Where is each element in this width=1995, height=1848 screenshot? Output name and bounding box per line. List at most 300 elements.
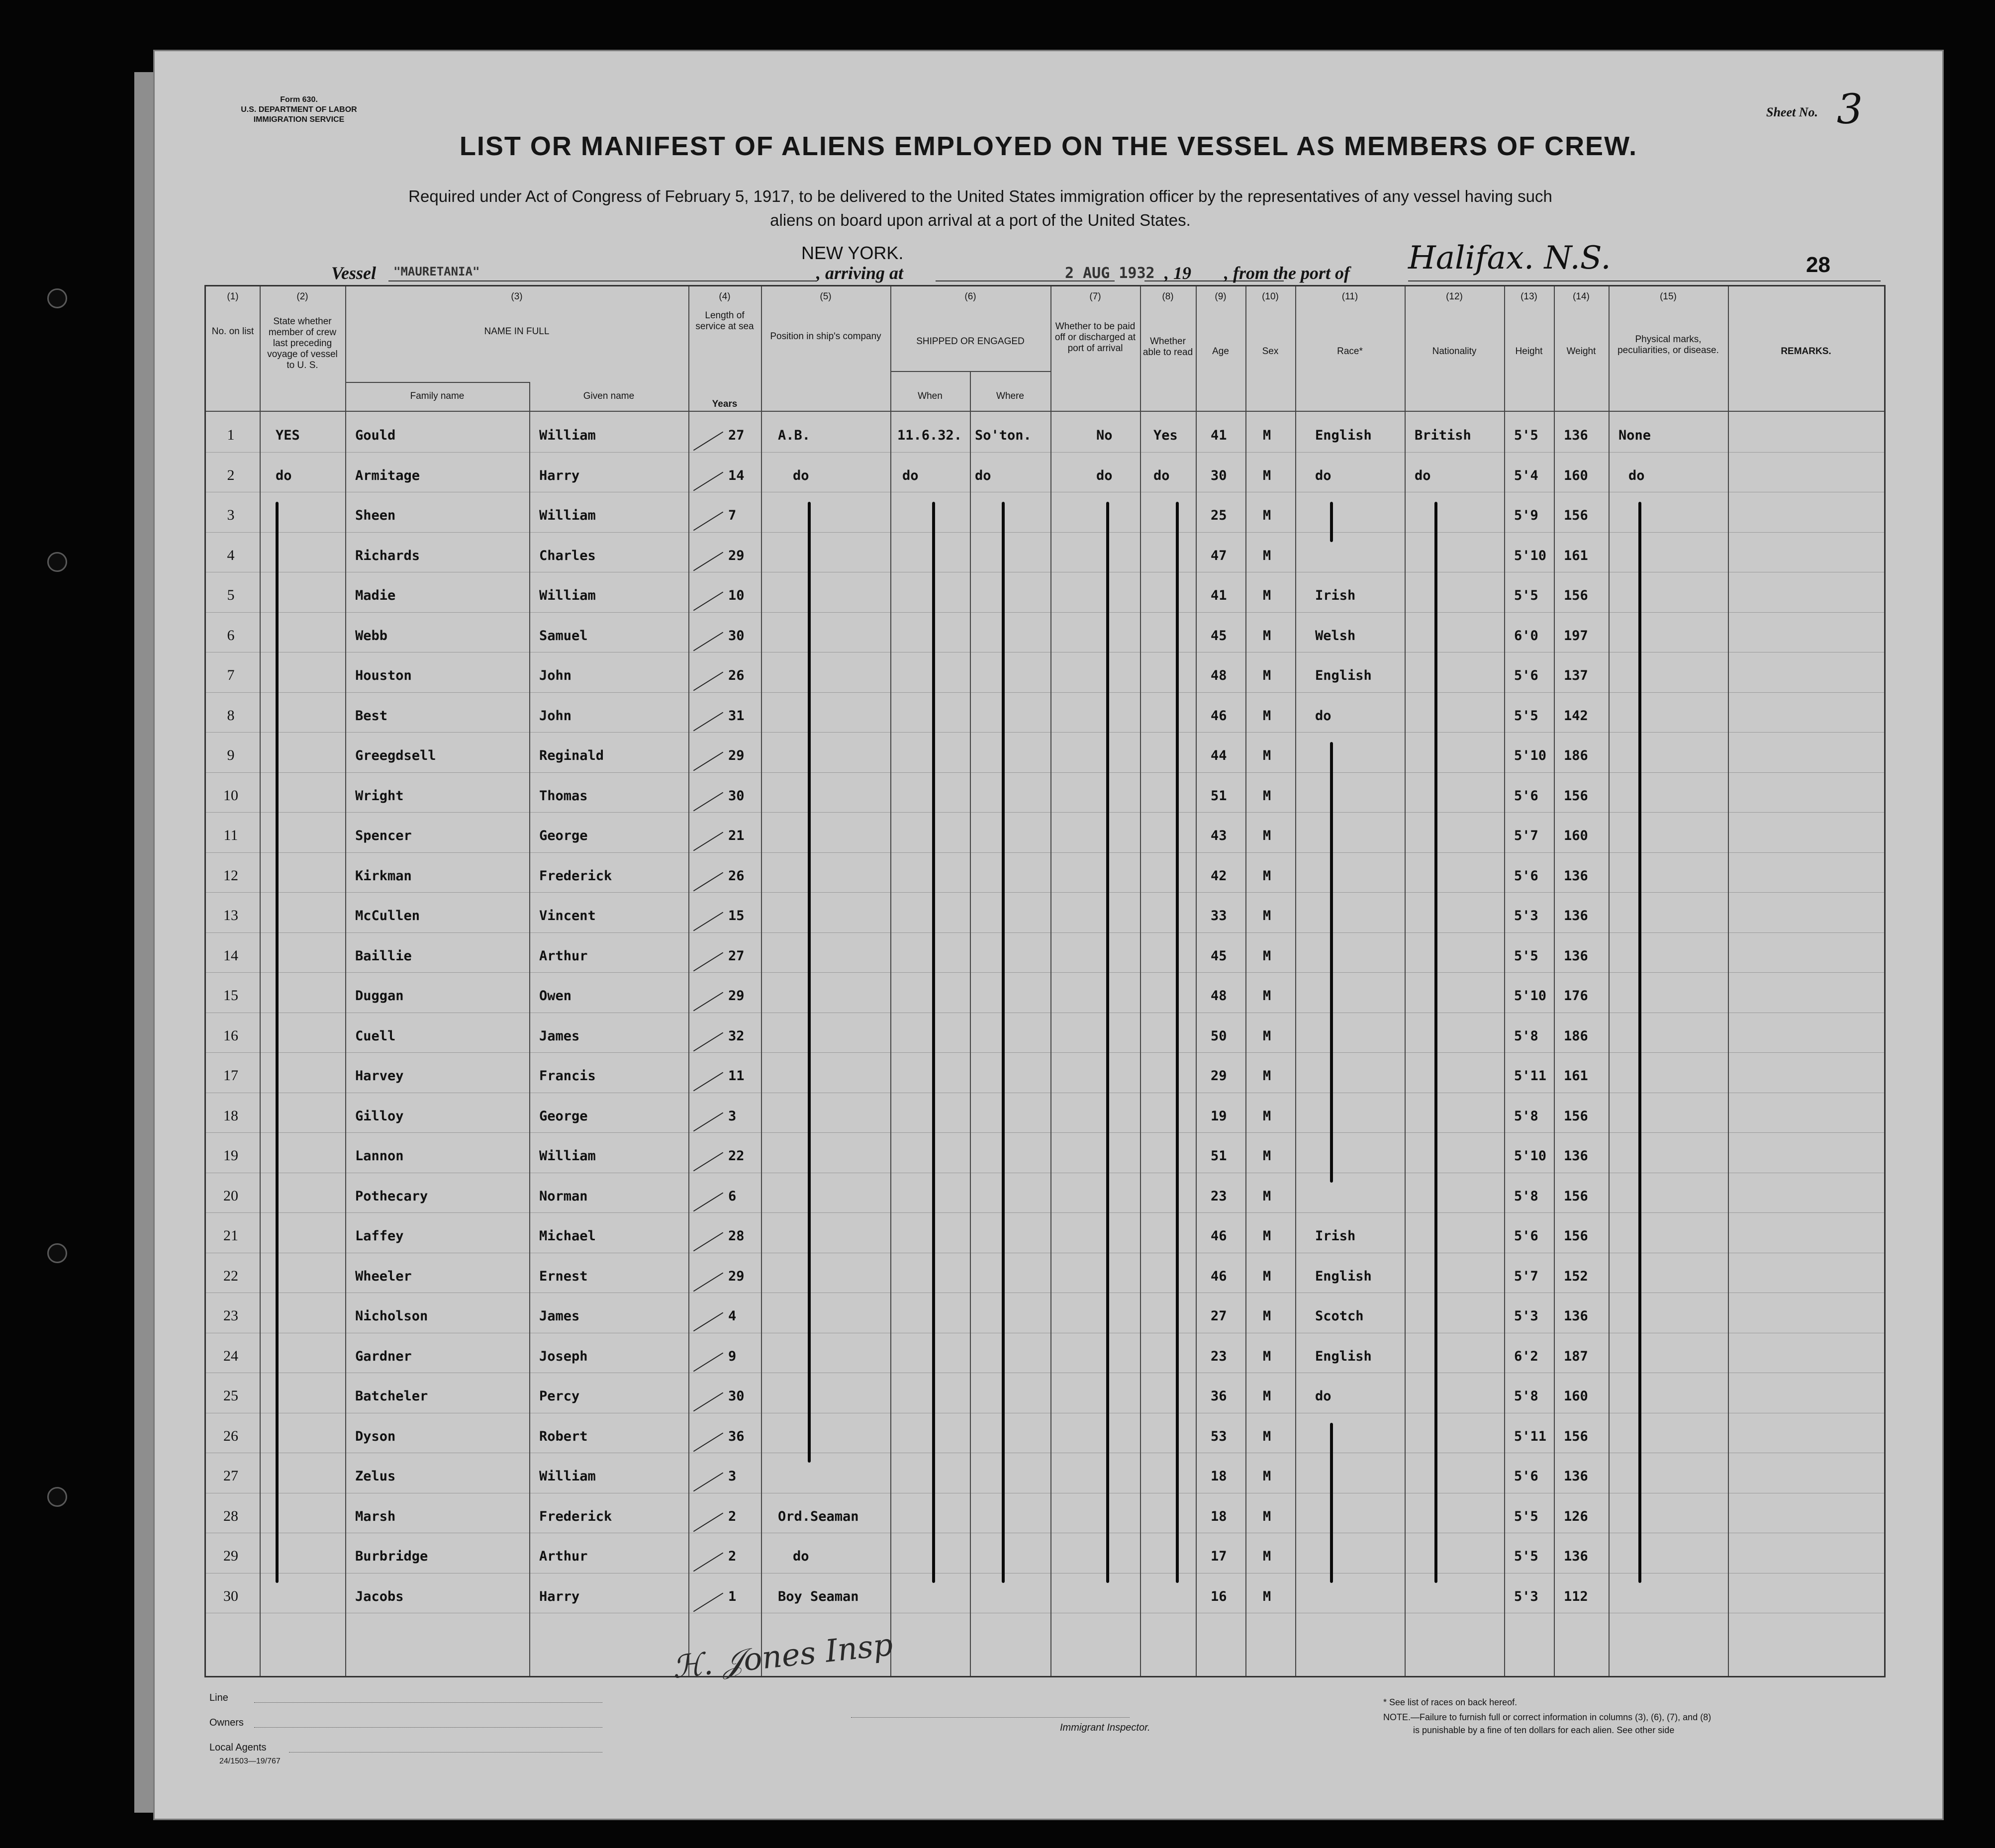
height-cell: 6'0 (1514, 628, 1538, 644)
form-header (199, 95, 398, 125)
race-cell: do (1315, 467, 1331, 483)
family-name-cell: Duggan (355, 988, 404, 1004)
years-cell: 32 (728, 1028, 745, 1044)
row-number: 20 (223, 1187, 238, 1204)
height-cell: 5'6 (1514, 1228, 1538, 1244)
ditto-slash (693, 1192, 723, 1211)
weight-cell: 156 (1564, 588, 1588, 603)
years-cell: 9 (728, 1348, 737, 1364)
sex-cell: M (1263, 948, 1271, 964)
row-rule (206, 1052, 1884, 1053)
family-name-cell: Dyson (355, 1428, 396, 1444)
year-label: , 19 (1164, 263, 1191, 283)
column-rule (1728, 286, 1729, 1676)
family-name-cell: Burbridge (355, 1549, 428, 1564)
column-rule (1140, 286, 1141, 1676)
race-cell: Scotch (1315, 1308, 1364, 1324)
years-cell: 26 (728, 868, 745, 884)
row-number: 11 (223, 827, 238, 843)
race-cell: English (1315, 1348, 1372, 1364)
col8-label: Whether able to read (1142, 336, 1193, 358)
row-number: 10 (223, 787, 238, 804)
given-name-cell: Thomas (539, 788, 588, 804)
height-cell: 5'5 (1514, 588, 1538, 603)
col3-num: (3) (511, 291, 523, 302)
family-name-cell: Cuell (355, 1028, 396, 1044)
footer-line-label: Line (209, 1692, 228, 1703)
from-port-label: , from the port of (1224, 263, 1350, 283)
sex-cell: M (1263, 628, 1271, 644)
age-cell: 23 (1211, 1188, 1227, 1204)
col3b-label: Given name (583, 391, 635, 401)
age-cell: 46 (1211, 1268, 1227, 1284)
years-cell: 36 (728, 1428, 745, 1444)
department: U.S. DEPARTMENT OF LABOR (241, 105, 357, 114)
ditto-slash (693, 832, 723, 851)
row-number: 3 (227, 507, 235, 523)
penalty-note-2: is punishable by a fine of ten dollars for each alien. See other side (1413, 1725, 1675, 1735)
form-code: 24/1503—19/767 (219, 1757, 281, 1765)
ditto-slash (693, 471, 723, 491)
given-name-cell: Arthur (539, 1549, 588, 1564)
years-cell: 31 (728, 708, 745, 724)
family-name-cell: Batcheler (355, 1388, 428, 1404)
age-cell: 33 (1211, 908, 1227, 924)
column-rule (1196, 286, 1197, 1676)
age-cell: 47 (1211, 548, 1227, 563)
ditto-slash (693, 1592, 723, 1612)
height-cell: 5'6 (1514, 1469, 1538, 1484)
ditto-slash (693, 1272, 723, 1292)
vessel-name: "MAURETANIA" (393, 265, 480, 278)
years-cell: 6 (728, 1188, 737, 1204)
col12-label: Nationality (1432, 346, 1477, 357)
family-name-cell: Lannon (355, 1148, 404, 1164)
ditto-slash (693, 552, 723, 571)
column-rule (1405, 286, 1406, 1676)
binder-hole (47, 288, 67, 308)
sex-cell: M (1263, 988, 1271, 1004)
age-cell: 41 (1211, 588, 1227, 603)
ditto-slash (693, 712, 723, 731)
age-cell: 18 (1211, 1508, 1227, 1524)
sex-cell: M (1263, 1428, 1271, 1444)
race-cell: English (1315, 428, 1372, 443)
age-cell: 41 (1211, 428, 1227, 443)
binder-hole (47, 1487, 67, 1507)
column-rule (1295, 286, 1296, 1676)
weight-cell: 160 (1564, 828, 1588, 843)
footer-owners-label: Owners (209, 1717, 244, 1728)
prev-cell: do (276, 467, 292, 483)
age-cell: 18 (1211, 1469, 1227, 1484)
given-name-cell: George (539, 1108, 588, 1124)
vessel-label: Vessel (331, 263, 376, 283)
column-rule (345, 286, 346, 1676)
page-subtitle (294, 185, 1667, 232)
weight-cell: 156 (1564, 788, 1588, 804)
weight-cell: 156 (1564, 1188, 1588, 1204)
years-cell: 29 (728, 748, 745, 763)
family-name-cell: Nicholson (355, 1308, 428, 1324)
sex-cell: M (1263, 1068, 1271, 1084)
col2-num: (2) (296, 291, 308, 302)
weight-cell: 156 (1564, 508, 1588, 523)
age-cell: 45 (1211, 948, 1227, 964)
age-cell: 48 (1211, 668, 1227, 683)
ditto-line (1330, 502, 1333, 542)
ditto-slash (693, 1032, 723, 1051)
given-name-cell: Reginald (539, 748, 604, 763)
row-rule (206, 852, 1884, 853)
sex-cell: M (1263, 908, 1271, 924)
ditto-slash (693, 592, 723, 611)
ditto-line (1330, 1423, 1333, 1583)
years-cell: 14 (728, 467, 745, 483)
ditto-slash (693, 1072, 723, 1092)
height-cell: 5'3 (1514, 1588, 1538, 1604)
sex-cell: M (1263, 548, 1271, 563)
given-name-cell: Frederick (539, 1508, 612, 1524)
col3a-label: Family name (410, 391, 465, 401)
page-title: LIST OR MANIFEST OF ALIENS EMPLOYED ON THE VESSEL AS MEMBERS OF CREW. (459, 131, 1638, 161)
age-cell: 50 (1211, 1028, 1227, 1044)
col6a-label: When (918, 391, 943, 401)
from-port: Halifax. N.S. (1408, 240, 1611, 277)
family-name-cell: McCullen (355, 908, 420, 924)
row-number: 19 (223, 1147, 238, 1164)
sex-cell: M (1263, 428, 1271, 443)
years-cell: 3 (728, 1108, 737, 1124)
height-cell: 5'7 (1514, 1268, 1538, 1284)
race-cell: Irish (1315, 1228, 1356, 1244)
years-cell: 21 (728, 828, 745, 843)
row-rule (206, 532, 1884, 533)
nationality-cell: do (1415, 467, 1431, 483)
sex-cell: M (1263, 508, 1271, 523)
col12-num: (12) (1446, 291, 1463, 302)
crew-table (204, 285, 1886, 1677)
ditto-slash (693, 952, 723, 971)
age-cell: 23 (1211, 1348, 1227, 1364)
sex-cell: M (1263, 1469, 1271, 1484)
remarks-label: REMARKS. (1781, 346, 1831, 357)
weight-cell: 186 (1564, 1028, 1588, 1044)
position-cell: Ord.Seaman (778, 1508, 859, 1524)
sex-cell: M (1263, 1268, 1271, 1284)
column-rule (529, 382, 530, 1676)
nationality-cell: British (1415, 428, 1471, 443)
prev-cell: YES (276, 428, 300, 443)
col6b-label: Where (996, 391, 1024, 401)
given-name-cell: Frederick (539, 868, 612, 884)
height-cell: 5'5 (1514, 428, 1538, 443)
age-cell: 29 (1211, 1068, 1227, 1084)
family-name-cell: Jacobs (355, 1588, 404, 1604)
height-cell: 5'11 (1514, 1068, 1547, 1084)
penalty-note-1: NOTE.—Failure to furnish full or correct information in columns (3), (6), (7), and (8) (1383, 1712, 1711, 1722)
years-cell: 2 (728, 1508, 737, 1524)
sex-cell: M (1263, 868, 1271, 884)
row-number: 16 (223, 1027, 238, 1044)
ditto-slash (693, 1152, 723, 1172)
family-name-cell: Gould (355, 428, 396, 443)
col14-label: Weight (1566, 346, 1596, 357)
family-name-cell: Kirkman (355, 868, 412, 884)
row-number: 7 (227, 667, 235, 683)
row-number: 28 (223, 1507, 238, 1524)
sex-cell: M (1263, 1348, 1271, 1364)
weight-cell: 152 (1564, 1268, 1588, 1284)
ditto-slash (693, 632, 723, 651)
given-name-cell: John (539, 708, 572, 724)
col10-label: Sex (1262, 346, 1279, 357)
years-cell: 27 (728, 948, 745, 964)
ditto-slash (693, 1432, 723, 1452)
height-cell: 5'5 (1514, 708, 1538, 724)
given-name-cell: Robert (539, 1428, 588, 1444)
given-name-cell: Michael (539, 1228, 596, 1244)
years-cell: 7 (728, 508, 737, 523)
sex-cell: M (1263, 668, 1271, 683)
row-number: 6 (227, 627, 235, 644)
years-cell: 29 (728, 1268, 745, 1284)
age-cell: 25 (1211, 508, 1227, 523)
col5-num: (5) (820, 291, 832, 302)
ditto-slash (693, 512, 723, 531)
given-name-cell: George (539, 828, 588, 843)
age-cell: 36 (1211, 1388, 1227, 1404)
sex-cell: M (1263, 1188, 1271, 1204)
age-cell: 45 (1211, 628, 1227, 644)
col4-unit: Years (712, 399, 738, 409)
sex-cell: M (1263, 828, 1271, 843)
height-cell: 6'2 (1514, 1348, 1538, 1364)
row-number: 15 (223, 987, 238, 1004)
paid-off-cell: No (1096, 428, 1113, 443)
family-name-cell: Marsh (355, 1508, 396, 1524)
years-cell: 28 (728, 1228, 745, 1244)
ditto-line (808, 502, 811, 1463)
col9-label: Age (1212, 346, 1229, 357)
family-name-cell: Laffey (355, 1228, 404, 1244)
col15-num: (15) (1660, 291, 1677, 302)
age-cell: 51 (1211, 788, 1227, 804)
years-cell: 2 (728, 1549, 737, 1564)
family-name-cell: Richards (355, 548, 420, 563)
family-name-cell: Gilloy (355, 1108, 404, 1124)
weight-cell: 136 (1564, 1549, 1588, 1564)
age-cell: 42 (1211, 868, 1227, 884)
row-number: 24 (223, 1347, 238, 1364)
given-name-cell: Vincent (539, 908, 596, 924)
height-cell: 5'5 (1514, 1549, 1538, 1564)
position-cell: Boy Seaman (778, 1588, 859, 1604)
manifest-sheet (153, 50, 1944, 1820)
years-cell: 30 (728, 1388, 745, 1404)
years-cell: 1 (728, 1588, 737, 1604)
footer-agents-label: Local Agents (209, 1742, 267, 1753)
sex-cell: M (1263, 467, 1271, 483)
given-name-cell: William (539, 428, 596, 443)
age-cell: 43 (1211, 828, 1227, 843)
ditto-slash (693, 1473, 723, 1492)
column-rule (970, 371, 971, 1676)
height-cell: 5'10 (1514, 1148, 1547, 1164)
given-name-cell: James (539, 1028, 580, 1044)
given-name-cell: Charles (539, 548, 596, 563)
col6-num: (6) (964, 291, 976, 302)
years-cell: 4 (728, 1308, 737, 1324)
arriving-label: , arriving at (816, 263, 904, 283)
ditto-line (1002, 502, 1005, 1583)
ditto-line (276, 502, 279, 1583)
family-name-cell: Sheen (355, 508, 396, 523)
col14-num: (14) (1573, 291, 1590, 302)
family-name-cell: Webb (355, 628, 388, 644)
col11-num: (11) (1341, 291, 1358, 302)
height-cell: 5'8 (1514, 1188, 1538, 1204)
sex-cell: M (1263, 1108, 1271, 1124)
inspector-label: Immigrant Inspector. (1060, 1722, 1150, 1733)
row-number: 27 (223, 1468, 238, 1484)
family-name-cell: Wheeler (355, 1268, 412, 1284)
weight-cell: 136 (1564, 1308, 1588, 1324)
weight-cell: 126 (1564, 1508, 1588, 1524)
given-name-cell: Ernest (539, 1268, 588, 1284)
weight-cell: 156 (1564, 1108, 1588, 1124)
weight-cell: 142 (1564, 708, 1588, 724)
position-cell: A.B. (778, 428, 811, 443)
height-cell: 5'9 (1514, 508, 1538, 523)
height-cell: 5'8 (1514, 1108, 1538, 1124)
sex-cell: M (1263, 708, 1271, 724)
weight-cell: 136 (1564, 1148, 1588, 1164)
years-cell: 27 (728, 428, 745, 443)
weight-cell: 156 (1564, 1428, 1588, 1444)
age-cell: 48 (1211, 988, 1227, 1004)
row-number: 29 (223, 1548, 238, 1564)
able-to-read-cell: do (1153, 467, 1170, 483)
binder-hole (47, 1243, 67, 1263)
sex-cell: M (1263, 1028, 1271, 1044)
row-rule (206, 772, 1884, 773)
height-cell: 5'5 (1514, 1508, 1538, 1524)
height-cell: 5'7 (1514, 828, 1538, 843)
sheet-number-label: Sheet No. (1766, 105, 1818, 119)
sex-cell: M (1263, 1508, 1271, 1524)
given-name-cell: Owen (539, 988, 572, 1004)
row-number: 30 (223, 1587, 238, 1604)
ditto-line (1106, 502, 1109, 1583)
height-cell: 5'5 (1514, 948, 1538, 964)
subtitle-line-2: aliens on board upon arrival at a port of the United States. (770, 211, 1191, 229)
col1-label: No. on list (211, 326, 254, 337)
weight-cell: 187 (1564, 1348, 1588, 1364)
row-rule (206, 1132, 1884, 1133)
row-number: 13 (223, 907, 238, 924)
row-number: 23 (223, 1307, 238, 1324)
height-cell: 5'8 (1514, 1388, 1538, 1404)
col9-num: (9) (1215, 291, 1227, 302)
row-number: 9 (227, 747, 235, 763)
given-name-cell: Arthur (539, 948, 588, 964)
shipped-when-cell: 11.6.32. (897, 428, 962, 443)
family-name-cell: Armitage (355, 467, 420, 483)
races-note: * See list of races on back hereof. (1383, 1697, 1518, 1707)
row-rule (206, 612, 1884, 613)
column-rule (1050, 286, 1051, 1676)
service: IMMIGRATION SERVICE (253, 115, 345, 124)
years-cell: 11 (728, 1068, 745, 1084)
weight-cell: 186 (1564, 748, 1588, 763)
arriving-port: NEW YORK. (801, 243, 904, 263)
years-cell: 29 (728, 548, 745, 563)
ditto-slash (693, 912, 723, 931)
sex-cell: M (1263, 748, 1271, 763)
family-name-cell: Zelus (355, 1469, 396, 1484)
height-cell: 5'6 (1514, 788, 1538, 804)
col13-label: Height (1515, 346, 1543, 357)
years-cell: 22 (728, 1148, 745, 1164)
given-name-cell: Joseph (539, 1348, 588, 1364)
column-rule (1554, 286, 1555, 1676)
race-cell: do (1315, 708, 1331, 724)
col2-label: State whether member of crew last preceding voyage of vessel to U. S. (267, 316, 338, 370)
ditto-slash (693, 1232, 723, 1252)
years-cell: 30 (728, 628, 745, 644)
row-number: 12 (223, 867, 238, 884)
position-cell: do (793, 467, 809, 483)
column-rule (1245, 286, 1246, 1676)
sex-cell: M (1263, 1549, 1271, 1564)
given-name-cell: Percy (539, 1388, 580, 1404)
sheet-number-value: 3 (1836, 86, 1863, 133)
age-cell: 19 (1211, 1108, 1227, 1124)
row-rule (206, 732, 1884, 733)
family-name-cell: Houston (355, 668, 412, 683)
age-cell: 16 (1211, 1588, 1227, 1604)
height-cell: 5'10 (1514, 548, 1547, 563)
ditto-slash (693, 992, 723, 1012)
race-cell: Irish (1315, 588, 1356, 603)
given-name-cell: Norman (539, 1188, 588, 1204)
row-rule (206, 892, 1884, 893)
given-name-cell: Samuel (539, 628, 588, 644)
ditto-line (932, 502, 935, 1583)
ditto-slash (693, 1312, 723, 1332)
col5-label: Position in ship's company (770, 331, 881, 342)
ditto-slash (693, 1352, 723, 1372)
binder-hole (47, 552, 67, 572)
position-cell: do (793, 1549, 809, 1564)
sex-cell: M (1263, 588, 1271, 603)
row-number: 4 (227, 547, 235, 563)
height-cell: 5'6 (1514, 868, 1538, 884)
weight-cell: 136 (1564, 868, 1588, 884)
years-cell: 30 (728, 788, 745, 804)
given-name-cell: James (539, 1308, 580, 1324)
age-cell: 27 (1211, 1308, 1227, 1324)
given-name-cell: William (539, 508, 596, 523)
race-cell: English (1315, 1268, 1372, 1284)
race-cell: Welsh (1315, 628, 1356, 644)
row-number: 18 (223, 1107, 238, 1124)
column-rule (1609, 286, 1610, 1676)
vessel-row (155, 240, 1942, 283)
height-cell: 5'8 (1514, 1028, 1538, 1044)
weight-cell: 137 (1564, 668, 1588, 683)
